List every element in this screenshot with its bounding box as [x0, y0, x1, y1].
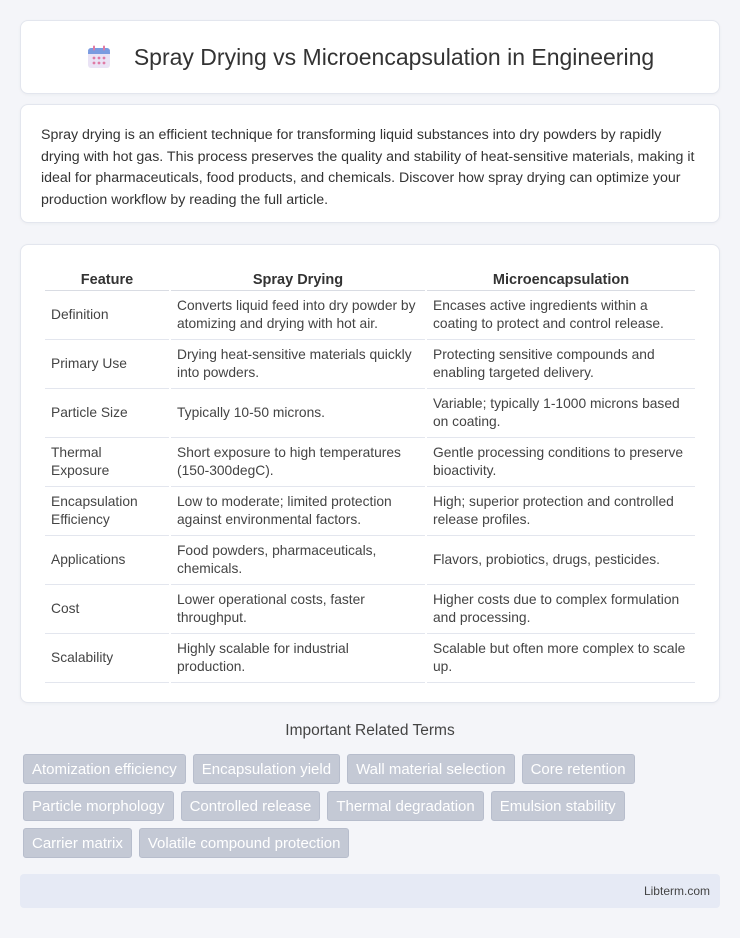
- table-row: [45, 389, 695, 438]
- tag-core-retention[interactable]: Core retention: [522, 754, 635, 784]
- table-header-row: [45, 265, 695, 291]
- spray-drying-cell: Lower operational costs, faster throughput.: [171, 585, 425, 634]
- comparison-table-card: [20, 244, 720, 703]
- related-terms-section: [20, 722, 720, 858]
- microencapsulation-cell: Higher costs due to complex formulation and processing.: [427, 585, 695, 634]
- calendar-icon: [86, 44, 112, 70]
- table-row: [45, 291, 695, 340]
- footer: [20, 874, 720, 908]
- tag-particle-morphology[interactable]: Particle morphology: [23, 791, 174, 821]
- table-row: [45, 438, 695, 487]
- feature-cell: Cost: [45, 585, 169, 634]
- spray-drying-cell: Food powders, pharmaceuticals, chemicals.: [171, 536, 425, 585]
- tag-wall-material-selection[interactable]: Wall material selection: [347, 754, 515, 784]
- spray-drying-cell: Low to moderate; limited protection against environmental factors.: [171, 487, 425, 536]
- related-terms-title: Important Related Terms: [285, 722, 455, 739]
- feature-cell: Scalability: [45, 634, 169, 683]
- microencapsulation-cell: Encases active ingredients within a coating to protect and control release.: [427, 291, 695, 340]
- microencapsulation-cell: Variable; typically 1-1000 microns based on coating.: [427, 389, 695, 438]
- spray-drying-cell: Highly scalable for industrial production.: [171, 634, 425, 683]
- tag-thermal-degradation[interactable]: Thermal degradation: [327, 791, 483, 821]
- microencapsulation-cell: Gentle processing conditions to preserve bioactivity.: [427, 438, 695, 487]
- table-row: [45, 536, 695, 585]
- table-row: [45, 340, 695, 389]
- column-header-spray-drying: Spray Drying: [171, 265, 425, 291]
- comparison-table: [43, 265, 697, 683]
- microencapsulation-cell: High; superior protection and controlled release profiles.: [427, 487, 695, 536]
- tag-carrier-matrix[interactable]: Carrier matrix: [23, 828, 132, 858]
- footer-site-link[interactable]: Libterm.com: [643, 884, 710, 898]
- intro-text: Spray drying is an efficient technique for transforming liquid substances into dry powders by rapidly drying with hot gas. This process preserves the quality and stability of heat-sensitive materials, making it ideal for pharmaceuticals, food products, and chemicals. Discover how spray drying can optimize your production workflow by reading the full article.: [41, 127, 695, 208]
- feature-cell: Thermal Exposure: [45, 438, 169, 487]
- tag-atomization-efficiency[interactable]: Atomization efficiency: [23, 754, 186, 784]
- microencapsulation-cell: Protecting sensitive compounds and enabling targeted delivery.: [427, 340, 695, 389]
- column-header-feature: Feature: [45, 265, 169, 291]
- tag-encapsulation-yield[interactable]: Encapsulation yield: [193, 754, 340, 784]
- spray-drying-cell: Typically 10-50 microns.: [171, 389, 425, 438]
- microencapsulation-cell: Flavors, probiotics, drugs, pesticides.: [427, 536, 695, 585]
- feature-cell: Encapsulation Efficiency: [45, 487, 169, 536]
- table-row: [45, 634, 695, 683]
- microencapsulation-cell: Scalable but often more complex to scale up.: [427, 634, 695, 683]
- feature-cell: Particle Size: [45, 389, 169, 438]
- header-card: [20, 20, 720, 94]
- spray-drying-cell: Drying heat-sensitive materials quickly into powders.: [171, 340, 425, 389]
- spray-drying-cell: Short exposure to high temperatures (150-300degC).: [171, 438, 425, 487]
- feature-cell: Primary Use: [45, 340, 169, 389]
- tag-volatile-compound-protection[interactable]: Volatile compound protection: [139, 828, 350, 858]
- intro-card: [20, 104, 720, 223]
- feature-cell: Definition: [45, 291, 169, 340]
- tag-controlled-release[interactable]: Controlled release: [181, 791, 321, 821]
- tag-emulsion-stability[interactable]: Emulsion stability: [491, 791, 625, 821]
- page-title: Spray Drying vs Microencapsulation in Engineering: [133, 43, 655, 70]
- related-terms-tags: [20, 754, 720, 858]
- spray-drying-cell: Converts liquid feed into dry powder by atomizing and drying with hot air.: [171, 291, 425, 340]
- table-row: [45, 487, 695, 536]
- feature-cell: Applications: [45, 536, 169, 585]
- column-header-microencapsulation: Microencapsulation: [427, 265, 695, 291]
- table-row: [45, 585, 695, 634]
